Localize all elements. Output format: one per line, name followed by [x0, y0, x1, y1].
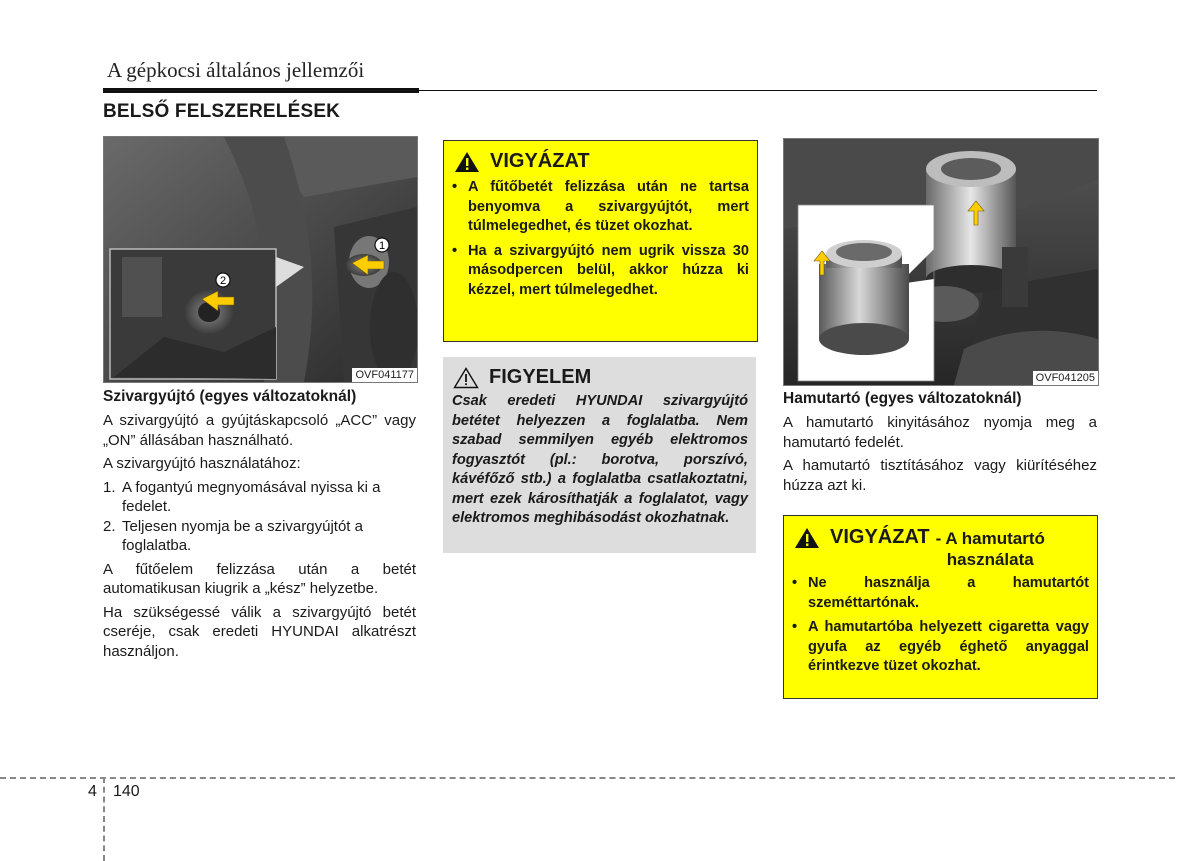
- list-item: • Ha a szivargyújtó nem ugrik vissza 30 másodpercen belül, akkor húzza ki kézzel, mert túlmelegedhet.: [452, 242, 749, 298]
- ashtray-heading: Hamutartó (egyes változatoknál): [783, 390, 1022, 407]
- photo-code: OVF041205: [1033, 371, 1098, 385]
- ashtray-photo: [783, 138, 1099, 386]
- caution-box-lighter: [443, 140, 758, 342]
- warning-icon: [794, 527, 820, 549]
- chapter-title: A gépkocsi általános jellemzői: [107, 58, 365, 82]
- ashtray-para-2: A hamutartó tisztításához vagy kiürítéséhez húzza azt ki.: [783, 457, 1097, 494]
- caution-list: [448, 178, 749, 300]
- caution-box-ashtray: [783, 515, 1098, 699]
- notice-text: Csak eredeti HYUNDAI szivargyújtó betétet helyezzen a foglalatba. Nem szabad semmilyen egyéb elektromos fogyasztót (pl.: borotva, porszívó, kávéfőző stb.) a foglalatba csatlakoztatni, mert ezek károsíthatják a foglalatot, vagy elektromos meghibásodást okozhatnak.: [452, 393, 748, 526]
- lighter-para-2: A szivargyújtó használatához:: [103, 455, 301, 472]
- photo-code: OVF041177: [352, 368, 417, 382]
- lighter-para-3: A fűtőelem felizzása után a betét automatikusan kiugrik a „kész” helyzetbe.: [103, 560, 416, 597]
- footer-divider-vertical: [103, 777, 105, 861]
- notice-icon: [453, 367, 479, 389]
- list-item: 1. A fogantyú megnyomásával nyissa ki a fedelet.: [103, 478, 381, 515]
- callout-2: 2: [219, 275, 227, 287]
- list-item: • A fűtőbetét felizzása után ne tartsa benyomva a szivargyújtót, mert túlmelegedhet, és tüzet okozhat.: [452, 179, 749, 234]
- list-item: 2. Teljesen nyomja be a szivargyújtót a foglalatba.: [103, 517, 363, 554]
- header-rule-thick: [103, 88, 419, 93]
- lighter-para-1: A szivargyújtó a gyújtáskapcsoló „ACC” vagy „ON” állásában használható.: [103, 412, 416, 449]
- list-item: • Ne használja a hamutartót szeméttartónak.: [792, 575, 1089, 611]
- section-title: BELSŐ FELSZERELÉSEK: [103, 101, 341, 122]
- notice-title: FIGYELEM: [489, 366, 592, 388]
- ashtray-body: [783, 413, 1097, 499]
- lighter-body: [103, 411, 416, 665]
- warning-icon: [454, 151, 480, 173]
- lighter-heading: Szivargyújtó (egyes változatoknál): [103, 388, 357, 405]
- footer-divider: [0, 777, 1175, 779]
- lighter-para-4: Ha szükségessé válik a szivargyújtó betét cseréje, csak eredeti HYUNDAI alkatrészt használjon.: [103, 603, 416, 660]
- list-item: • A hamutartóba helyezett cigaretta vagy gyufa az egyéb éghető anyaggal érintkezve tüzet okozhat.: [792, 619, 1089, 674]
- ashtray-caution-subtitle: - A hamutartó használata: [935, 529, 1045, 569]
- notice-box: [443, 357, 756, 553]
- caution-title: VIGYÁZAT: [490, 150, 590, 172]
- ashtray-para-1: A hamutartó kinyitásához nyomja meg a hamutartó fedelét.: [783, 414, 1097, 451]
- cigarette-lighter-photo: [103, 136, 418, 383]
- ashtray-caution-list: [788, 574, 1089, 677]
- header-rule-thin: [419, 90, 1097, 91]
- chapter-number: 4: [88, 783, 97, 800]
- ashtray-caution-title: VIGYÁZAT: [830, 526, 930, 548]
- page-number: 140: [113, 783, 140, 800]
- lighter-steps: [103, 478, 416, 556]
- callout-1: 1: [378, 240, 386, 252]
